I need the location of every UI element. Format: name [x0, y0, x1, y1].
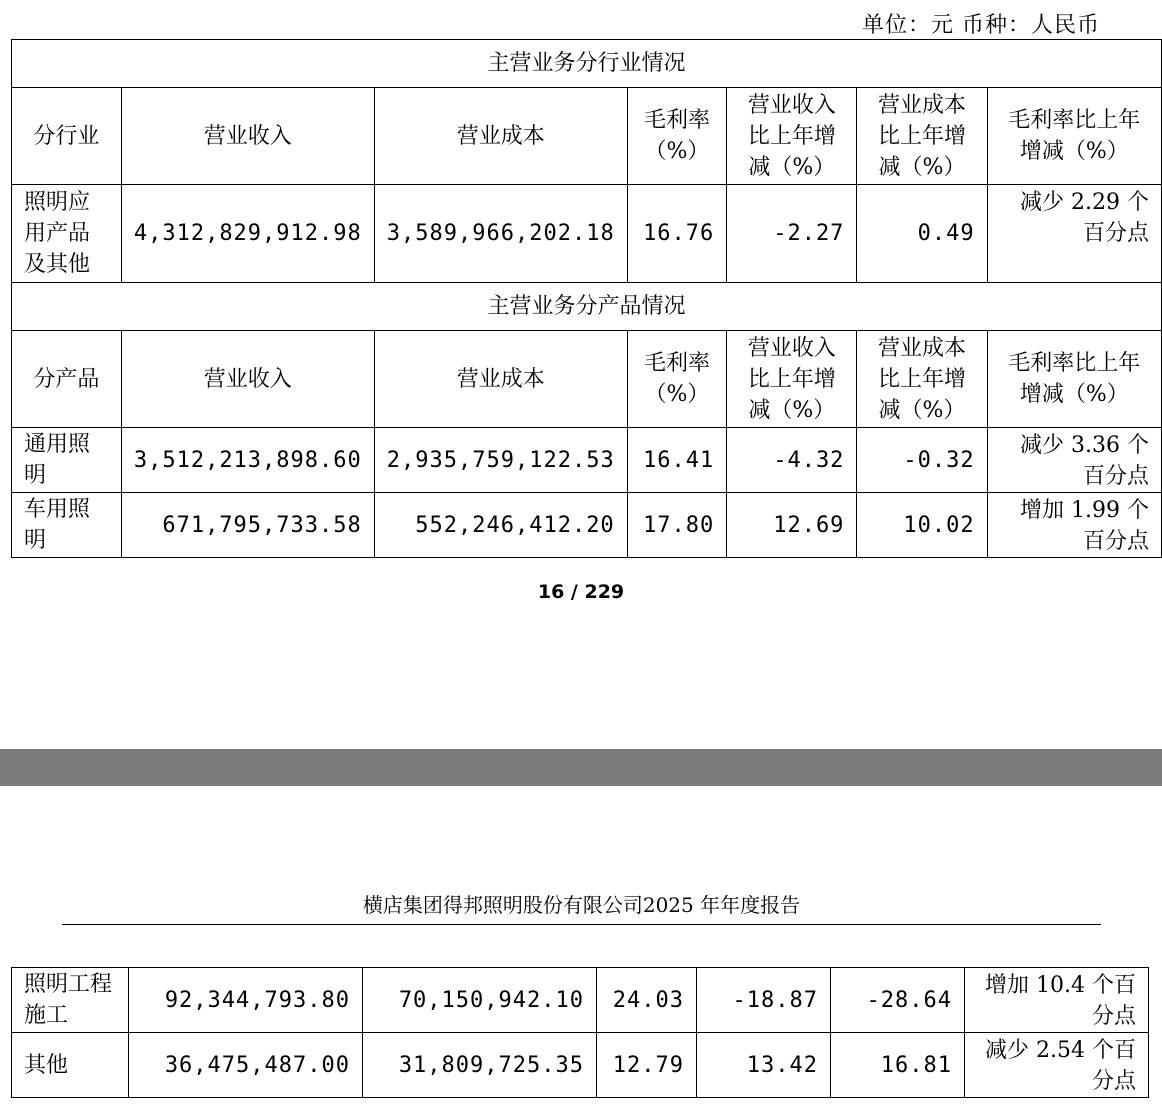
col-header-cost-change: 营业成本比上年增减（%）	[857, 88, 987, 185]
table-row	[12, 968, 1149, 1033]
row-cost: 2,935,759,122.53	[374, 428, 627, 493]
col-header-revenue-change: 营业收入比上年增减（%）	[727, 88, 857, 185]
row-margin-change: 增加 1.99 个百分点	[987, 493, 1161, 558]
table-row	[12, 185, 1162, 283]
col-header-margin-change: 毛利率比上年增减（%）	[987, 88, 1161, 185]
col-header-revenue-change: 营业收入比上年增减（%）	[727, 331, 857, 428]
row-name: 照明工程施工	[12, 968, 129, 1033]
table-row	[12, 428, 1162, 493]
row-margin: 16.41	[627, 428, 727, 493]
row-revenue-change: 12.69	[727, 493, 857, 558]
col-header-cost-change: 营业成本比上年增减（%）	[857, 331, 987, 428]
col-header-cost: 营业成本	[374, 88, 627, 185]
industry-section-title: 主营业务分行业情况	[12, 40, 1162, 88]
row-name: 车用照明	[12, 493, 122, 558]
page-separator	[0, 749, 1162, 786]
row-revenue: 36,475,487.00	[129, 1033, 363, 1098]
col-header-margin-change: 毛利率比上年增减（%）	[987, 331, 1161, 428]
page-number: 16 / 229	[537, 581, 625, 603]
table-row	[12, 493, 1162, 558]
business-table-page17	[11, 967, 1149, 1098]
row-name: 照明应用产品及其他	[12, 185, 122, 283]
row-cost-change: 0.49	[857, 185, 987, 283]
row-margin: 24.03	[597, 968, 697, 1033]
row-revenue-change: 13.42	[697, 1033, 831, 1098]
col-header-revenue: 营业收入	[121, 331, 374, 428]
row-margin-change: 减少 2.29 个百分点	[987, 185, 1161, 283]
unit-currency-note: 单位：元 币种：人民币	[862, 13, 1100, 38]
row-revenue-change: -2.27	[727, 185, 857, 283]
col-header-revenue: 营业收入	[121, 88, 374, 185]
product-section-title: 主营业务分产品情况	[12, 283, 1162, 331]
col-header-cost: 营业成本	[374, 331, 627, 428]
row-revenue: 3,512,213,898.60	[121, 428, 374, 493]
business-table-page16	[11, 39, 1162, 558]
table-row	[12, 1033, 1149, 1098]
row-revenue: 671,795,733.58	[121, 493, 374, 558]
row-cost-change: 16.81	[831, 1033, 965, 1098]
row-cost: 552,246,412.20	[374, 493, 627, 558]
row-cost: 31,809,725.35	[363, 1033, 597, 1098]
row-name: 通用照明	[12, 428, 122, 493]
col-header-segment: 分行业	[12, 88, 122, 185]
row-margin-change: 增加 10.4 个百分点	[965, 968, 1149, 1033]
row-revenue-change: -4.32	[727, 428, 857, 493]
row-margin: 17.80	[627, 493, 727, 558]
row-cost: 70,150,942.10	[363, 968, 597, 1033]
row-cost: 3,589,966,202.18	[374, 185, 627, 283]
row-cost-change: -28.64	[831, 968, 965, 1033]
row-revenue: 92,344,793.80	[129, 968, 363, 1033]
row-margin: 16.76	[627, 185, 727, 283]
row-cost-change: 10.02	[857, 493, 987, 558]
row-name: 其他	[12, 1033, 129, 1098]
col-header-margin: 毛利率（%）	[627, 331, 727, 428]
col-header-margin: 毛利率（%）	[627, 88, 727, 185]
row-cost-change: -0.32	[857, 428, 987, 493]
row-margin-change: 减少 3.36 个百分点	[987, 428, 1161, 493]
row-revenue: 4,312,829,912.98	[121, 185, 374, 283]
row-margin-change: 减少 2.54 个百分点	[965, 1033, 1149, 1098]
report-header: 横店集团得邦照明股份有限公司2025 年年度报告	[62, 889, 1101, 925]
col-header-product: 分产品	[12, 331, 122, 428]
row-margin: 12.79	[597, 1033, 697, 1098]
row-revenue-change: -18.87	[697, 968, 831, 1033]
